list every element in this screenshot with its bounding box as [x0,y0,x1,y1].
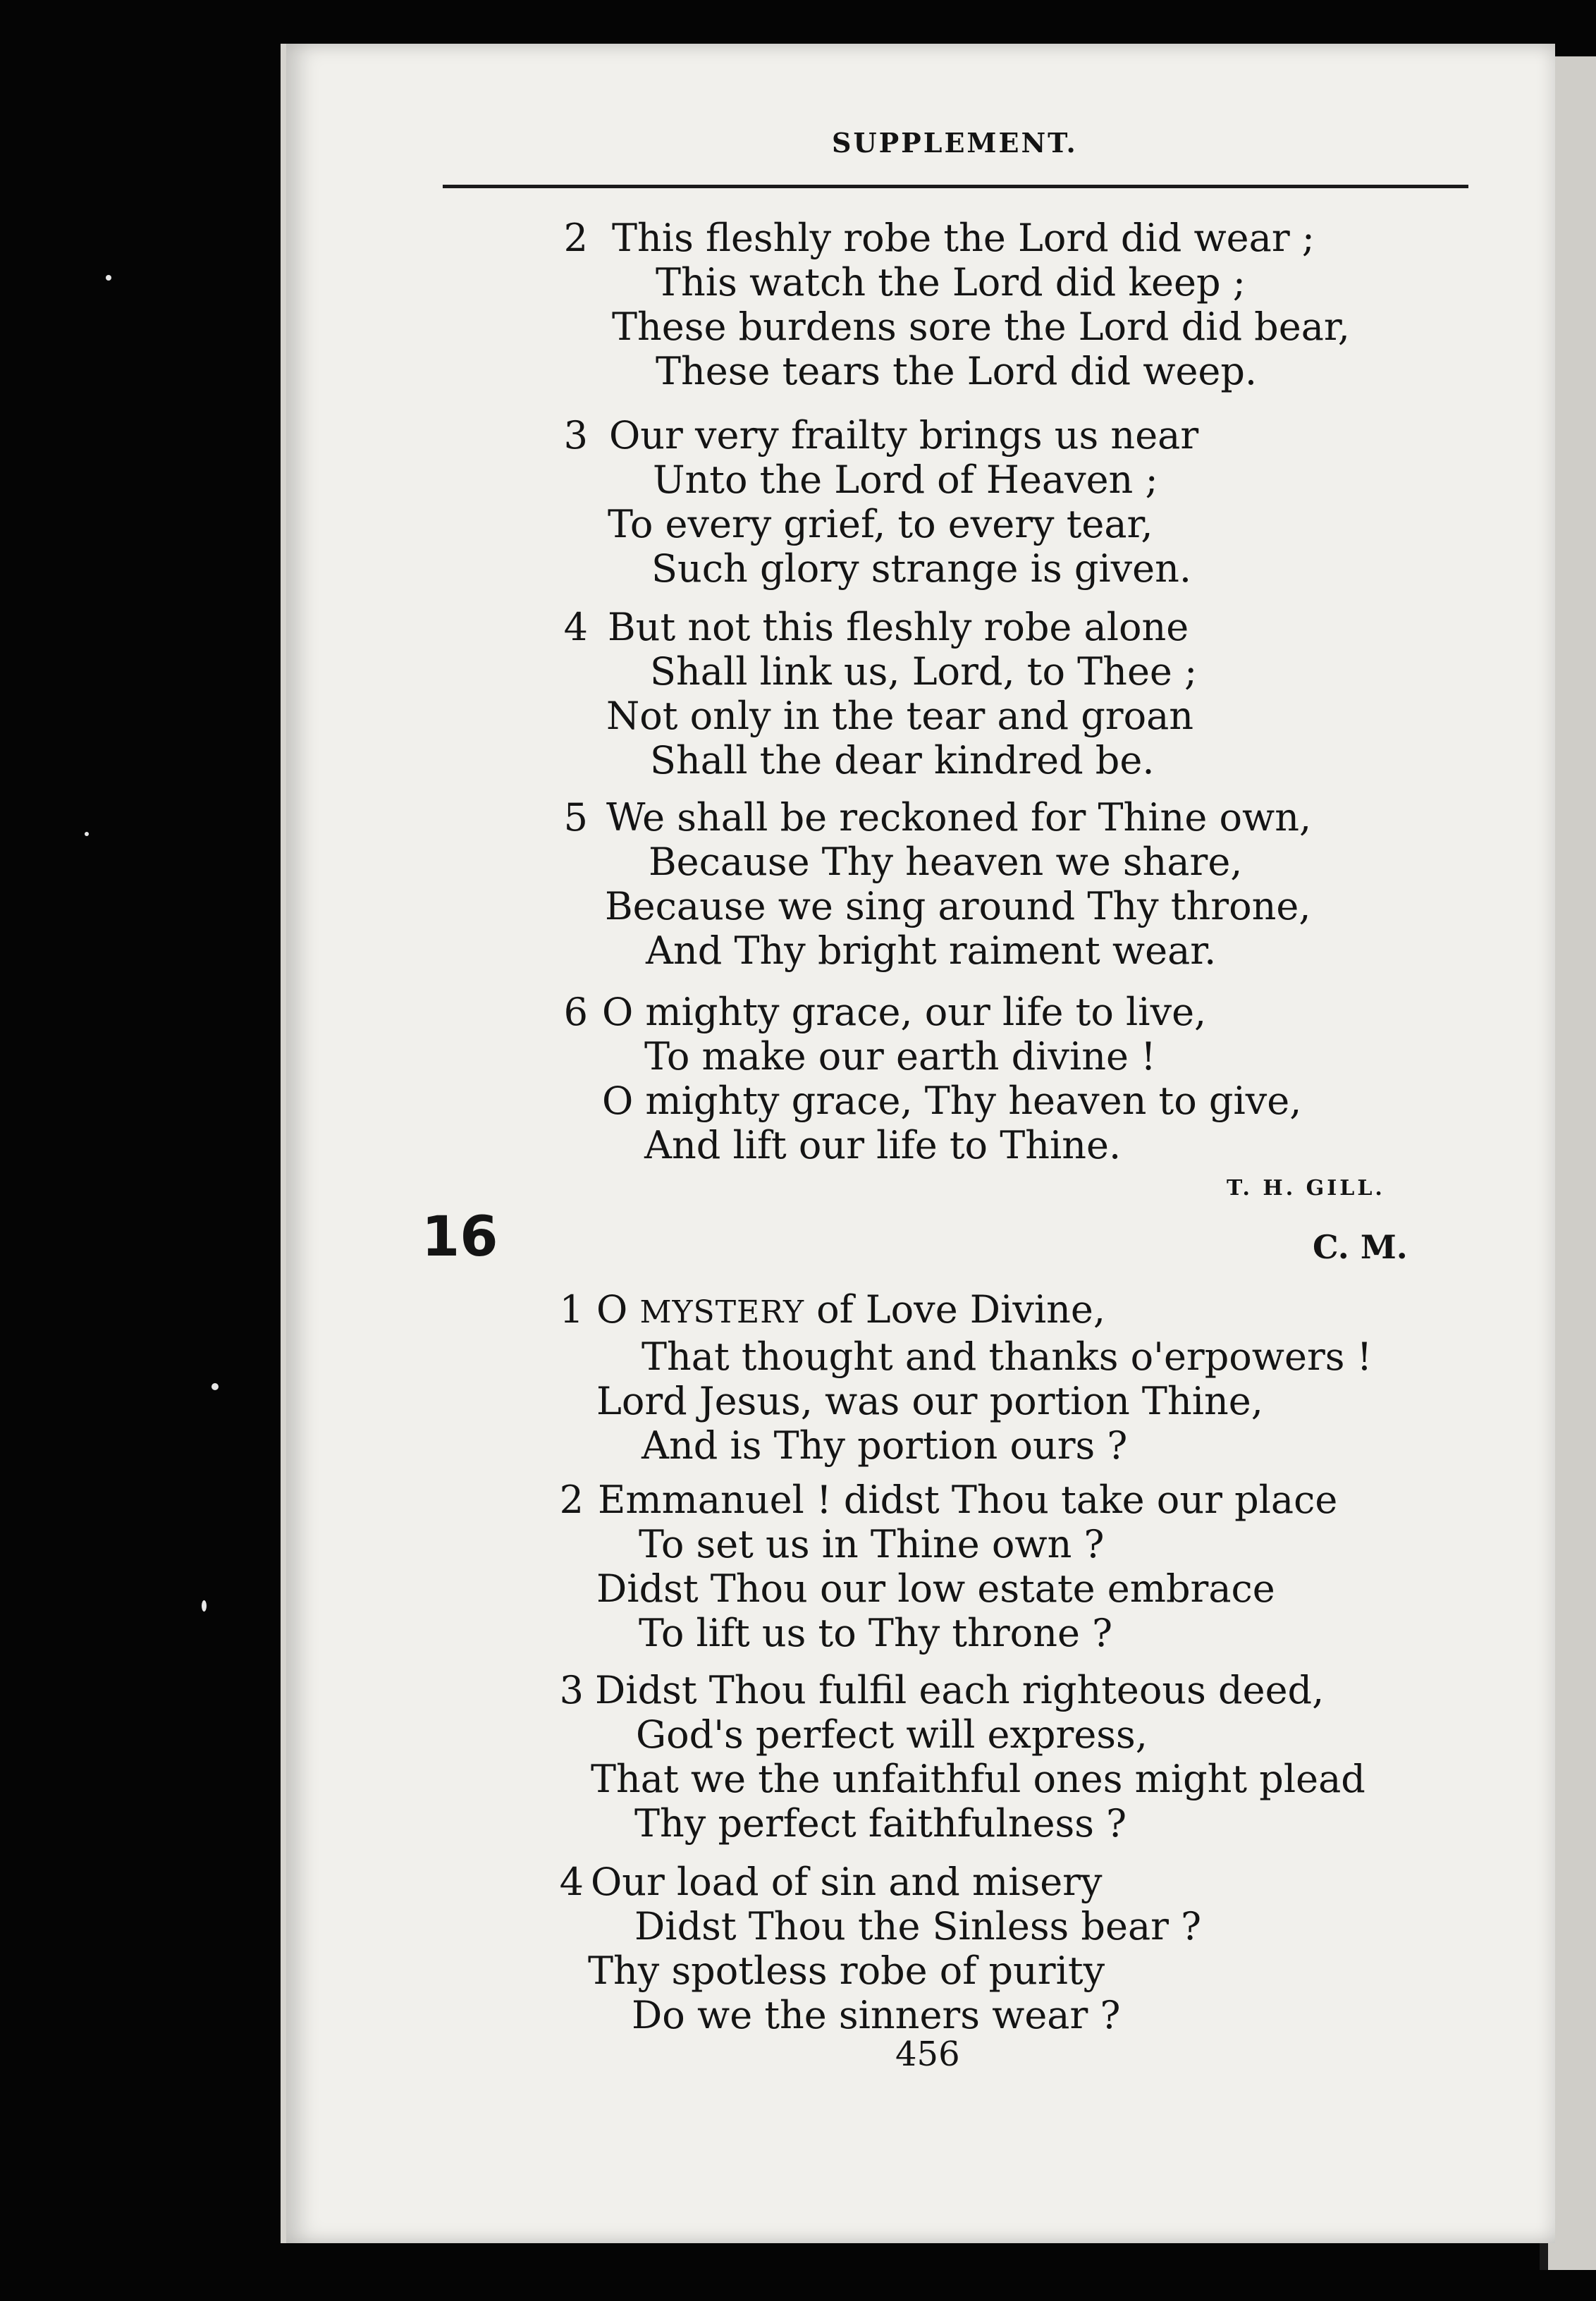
stanza-a-5 [565,795,1311,973]
verse-line: Shall the dear kindred be. [650,738,1155,783]
verse-line: Emmanuel ! didst Thou take our place [598,1478,1338,1522]
verse-line: God's perfect will express, [636,1712,1148,1757]
verse-line: O mighty grace, our life to live, [602,990,1207,1034]
stanza-b-1 [558,1287,1372,1468]
verse-line: Such glory strange is given. [651,546,1192,591]
author-attribution: T. H. GILL. [1227,1176,1385,1201]
stanza-a-4 [565,605,1197,783]
page-number: 456 [895,2035,960,2074]
verse-line: This watch the Lord did keep ; [656,260,1246,305]
hymn-number: 16 [422,1205,498,1269]
first-word: O [596,1287,628,1332]
verse-line: That thought and thanks o'erpowers ! [642,1334,1373,1379]
stanza-b-2 [558,1478,1337,1655]
stanza-number: 1 [559,1287,584,1332]
stanza-number: 3 [559,1668,584,1712]
verse-line: Our very frailty brings us near [609,413,1199,458]
verse-line: Our load of sin and misery [591,1860,1103,1904]
stanza-number: 2 [559,1478,584,1522]
verse-line: To every grief, to every tear, [608,502,1153,546]
small-caps-word: MYSTERY [639,1294,804,1330]
verse-line: Do we the sinners wear ? [632,1993,1121,2037]
adjacent-page [1548,56,1596,2270]
verse-line: Didst Thou the Sinless bear ? [634,1904,1202,1949]
stanza-number: 4 [559,1860,584,1904]
verse-line-first [596,1287,1372,1334]
verse-line: Lord Jesus, was our portion Thine, [596,1379,1263,1423]
scan-speck [202,1600,207,1612]
verse-line: We shall be reckoned for Thine own, [606,795,1312,840]
verse-line: That we the unfaithful ones might plead [591,1757,1365,1801]
verse-line: Because we sing around Thy throne, [605,884,1311,928]
verse-line: Thy perfect faithfulness ? [634,1801,1127,1846]
stanza-number: 6 [563,990,588,1034]
verse-line: But not this fleshly robe alone [608,605,1189,649]
stanza-a-2 [565,216,1350,393]
stanza-b-4 [558,1860,1201,2037]
verse-line: To lift us to Thy throne ? [639,1611,1113,1655]
verse-line: Thy spotless robe of purity [588,1949,1105,1993]
running-header: SUPPLEMENT. [832,127,1078,159]
stanza-a-3 [565,413,1198,591]
verse-line: O mighty grace, Thy heaven to give, [602,1079,1302,1123]
header-rule [443,185,1468,188]
scan-speck [211,1383,219,1390]
stanza-b-3 [558,1668,1365,1846]
verse-line: And Thy bright raiment wear. [646,928,1217,973]
verse-line: To make our earth divine ! [644,1034,1156,1079]
verse-line: This fleshly robe the Lord did wear ; [612,216,1315,260]
verse-line: Didst Thou our low estate embrace [596,1566,1275,1611]
verse-line: These burdens sore the Lord did bear, [612,305,1350,349]
verse-line: Unto the Lord of Heaven ; [653,458,1158,502]
verse-line: Because Thy heaven we share, [649,840,1243,884]
verse-line: Shall link us, Lord, to Thee ; [650,649,1198,694]
stanza-number: 5 [563,795,588,840]
verse-line: These tears the Lord did weep. [656,349,1258,393]
verse-line: Not only in the tear and groan [606,694,1194,738]
verse-line: And is Thy portion ours ? [642,1423,1128,1468]
verse-line: Didst Thou fulfil each righteous deed, [595,1668,1325,1712]
stanza-a-6 [565,990,1301,1167]
scan-speck [85,832,89,836]
stanza-number: 4 [563,605,588,649]
scan-speck [106,275,111,281]
stanza-number: 3 [563,413,588,458]
verse-line: And lift our life to Thine. [644,1123,1122,1167]
hymn-meter: C. M. [1313,1228,1408,1266]
stanza-number: 2 [563,216,588,260]
verse-line: To set us in Thine own ? [639,1522,1105,1566]
first-line-rest: of Love Divine, [804,1287,1106,1332]
